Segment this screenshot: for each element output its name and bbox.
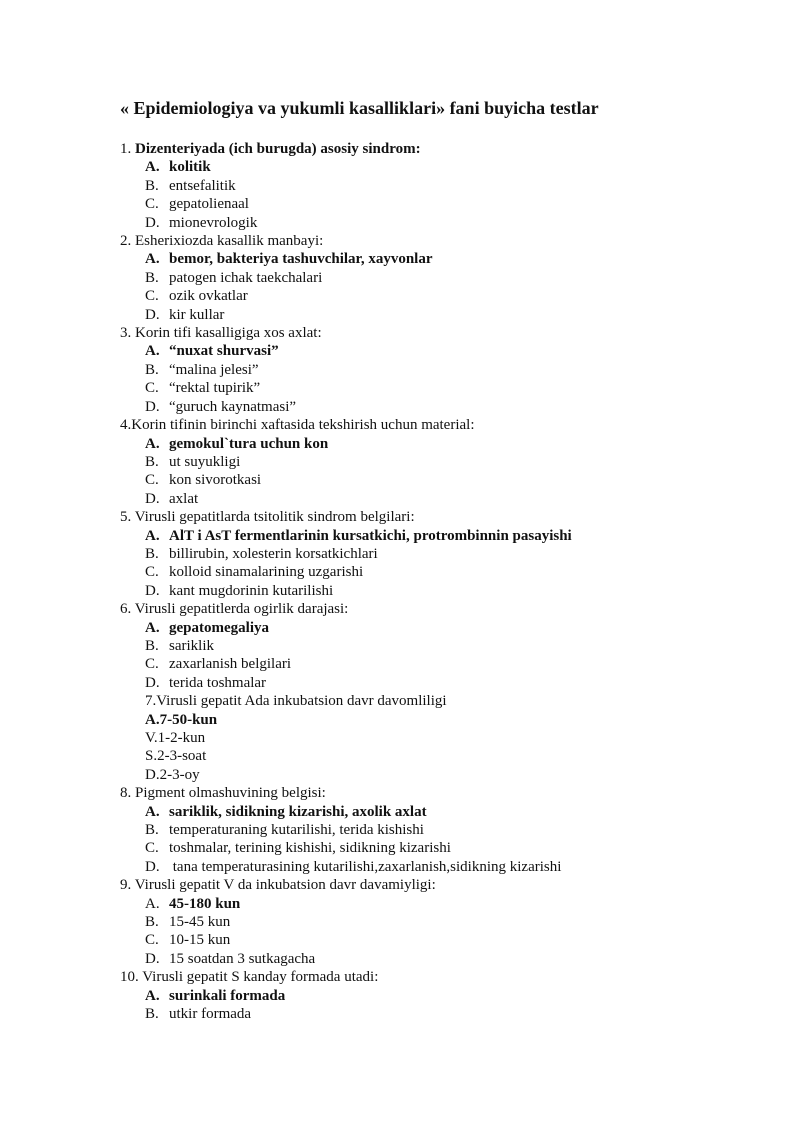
- answer-option: [120, 766, 760, 784]
- answer-option: [120, 250, 760, 268]
- option-letter: D.: [145, 490, 160, 507]
- question-text: Esherixiozda kasallik manbayi:: [135, 233, 324, 250]
- answer-option: [120, 269, 760, 287]
- question-number: 10.: [120, 969, 139, 986]
- question-text: Virusli gepatit S kanday formada utadi:: [142, 969, 379, 986]
- question-4: [120, 416, 760, 434]
- option-letter: A.: [145, 343, 160, 360]
- answer-options: [120, 250, 760, 324]
- answer-option: [120, 471, 760, 489]
- question-3: [120, 324, 760, 342]
- question-number: 9.: [120, 877, 132, 894]
- option-letter: A.: [145, 619, 160, 636]
- option-text: sariklik, sidikning kizarishi, axolik axlat: [169, 803, 427, 820]
- question-text: Virusli gepatitlerda ogirlik darajasi:: [134, 601, 349, 618]
- question-number: 3.: [120, 325, 132, 342]
- question-text: Korin tifinin birinchi xaftasida tekshirish uchun material:: [131, 417, 475, 434]
- option-letter: A.: [145, 159, 160, 176]
- option-letter: B.: [145, 914, 159, 931]
- option-text: mionevrologik: [169, 214, 258, 231]
- option-letter: D.: [145, 858, 160, 875]
- question-text: Korin tifi kasalligiga xos axlat:: [135, 325, 322, 342]
- answer-option: [120, 527, 760, 545]
- option-letter: C.: [145, 932, 159, 949]
- option-text: 2-3-oy: [159, 766, 200, 783]
- option-letter: B.: [145, 269, 159, 286]
- question-number: 1.: [120, 141, 132, 157]
- option-letter: A.: [145, 803, 160, 820]
- answer-option: [120, 729, 760, 747]
- question-number: 7.: [145, 693, 157, 710]
- question-text: Virusli gepatit V da inkubatsion davr davamiyligi:: [134, 877, 436, 894]
- option-text: gepatolienaal: [169, 196, 249, 213]
- option-letter: A.: [145, 527, 160, 544]
- question-number: 6.: [120, 601, 132, 618]
- answer-options: [120, 619, 760, 693]
- option-text: kolitik: [169, 159, 211, 176]
- option-letter: A.: [145, 987, 160, 1004]
- question-9: [120, 876, 760, 894]
- option-text: 45-180 kun: [169, 895, 241, 912]
- option-text: kon sivorotkasi: [169, 472, 262, 489]
- option-text: tana temperaturasining kutarilishi,zaxarlanish,sidikning kizarishi: [169, 858, 562, 875]
- answer-option: [120, 747, 760, 765]
- answer-option: [120, 563, 760, 581]
- option-letter: B.: [145, 1006, 159, 1023]
- option-letter: D.: [145, 582, 160, 599]
- question-text: Dizenteriyada (ich burugda) asosiy sindrom:: [135, 141, 421, 157]
- question-text: Pigment olmashuvining belgisi:: [135, 785, 326, 802]
- option-letter: D.: [145, 398, 160, 415]
- answer-option: [120, 913, 760, 931]
- answer-option: [120, 950, 760, 968]
- option-text: 1-2-kun: [157, 730, 206, 746]
- document-title: « Epidemiologiya va yukumli kasalliklari» fani buyicha testlar: [120, 98, 599, 118]
- answer-options: [120, 711, 760, 785]
- option-text: “nuxat shurvasi”: [169, 343, 279, 360]
- option-text: 15-45 kun: [169, 914, 231, 931]
- answer-option: [120, 287, 760, 305]
- option-letter: C.: [145, 196, 159, 213]
- question-number: 4.: [120, 417, 132, 434]
- answer-option: [120, 342, 760, 360]
- option-text: sariklik: [169, 637, 214, 654]
- option-letter: C.: [145, 840, 159, 857]
- question-list: [120, 140, 760, 1024]
- question-8: [120, 784, 760, 802]
- answer-option: [120, 858, 760, 876]
- option-letter: A.: [145, 711, 160, 728]
- answer-option: [120, 379, 760, 397]
- answer-options: [120, 435, 760, 509]
- option-text: kolloid sinamalarining uzgarishi: [169, 564, 364, 581]
- option-text: patogen ichak taekchalari: [169, 269, 323, 286]
- option-letter: D.: [145, 214, 160, 231]
- option-text: surinkali formada: [169, 987, 286, 1004]
- answer-option: [120, 895, 760, 913]
- option-text: 10-15 kun: [169, 932, 231, 949]
- answer-options: [120, 803, 760, 877]
- answer-options: [120, 342, 760, 416]
- answer-option: [120, 821, 760, 839]
- option-letter: B.: [145, 361, 159, 378]
- answer-options: [120, 527, 760, 601]
- option-text: ozik ovkatlar: [169, 288, 248, 305]
- answer-option: [120, 453, 760, 471]
- question-2: [120, 232, 760, 250]
- option-text: terida toshmalar: [169, 674, 267, 691]
- question-number: 8.: [120, 785, 132, 802]
- question-1: [120, 140, 760, 158]
- option-text: kant mugdorinin kutarilishi: [169, 582, 334, 599]
- answer-option: [120, 490, 760, 508]
- answer-options: [120, 987, 760, 1024]
- answer-option: [120, 655, 760, 673]
- option-letter: A.: [145, 435, 160, 452]
- question-text: Virusli gepatitlarda tsitolitik sindrom belgilari:: [134, 509, 415, 526]
- option-text: gepatomegaliya: [169, 619, 269, 636]
- option-text: kir kullar: [169, 306, 225, 323]
- answer-option: [120, 158, 760, 176]
- answer-option: [120, 931, 760, 949]
- answer-option: [120, 803, 760, 821]
- option-text: gemokul`tura uchun kon: [169, 435, 329, 452]
- option-letter: V.: [145, 730, 158, 746]
- answer-option: [120, 987, 760, 1005]
- option-text: ut suyukligi: [169, 453, 241, 470]
- answer-option: [120, 674, 760, 692]
- question-number: 5.: [120, 509, 132, 526]
- option-letter: D.: [145, 766, 160, 783]
- option-letter: C.: [145, 472, 159, 489]
- question-text: Virusli gepatit Ada inkubatsion davr davomliligi: [156, 693, 447, 710]
- option-text: utkir formada: [169, 1006, 252, 1023]
- option-letter: C.: [145, 656, 159, 673]
- option-text: “rektal tupirik”: [169, 380, 261, 397]
- answer-option: [120, 177, 760, 195]
- option-letter: B.: [145, 822, 159, 839]
- answer-option: [120, 637, 760, 655]
- option-letter: A.: [145, 895, 160, 912]
- option-letter: B.: [145, 545, 159, 562]
- option-text: “guruch kaynatmasi”: [169, 398, 297, 415]
- option-letter: A.: [145, 251, 160, 268]
- answer-option: [120, 195, 760, 213]
- answer-options: [120, 158, 760, 232]
- answer-option: [120, 398, 760, 416]
- option-text: billirubin, xolesterin korsatkichlari: [169, 545, 378, 562]
- option-letter: C.: [145, 380, 159, 397]
- answer-option: [120, 545, 760, 563]
- option-letter: C.: [145, 564, 159, 581]
- answer-option: [120, 361, 760, 379]
- answer-option: [120, 1005, 760, 1023]
- option-text: “malina jelesi”: [169, 361, 259, 378]
- question-7: [120, 692, 760, 710]
- option-text: zaxarlanish belgilari: [169, 656, 292, 673]
- question-number: 2.: [120, 233, 132, 250]
- option-letter: D.: [145, 674, 160, 691]
- option-letter: D.: [145, 306, 160, 323]
- option-letter: B.: [145, 637, 159, 654]
- option-letter: D.: [145, 950, 160, 967]
- answer-option: [120, 214, 760, 232]
- answer-option: [120, 306, 760, 324]
- option-text: 2-3-soat: [157, 748, 207, 765]
- option-letter: B.: [145, 453, 159, 470]
- option-text: temperaturaning kutarilishi, terida kishishi: [169, 822, 424, 839]
- option-text: 15 soatdan 3 sutkagacha: [169, 950, 316, 967]
- question-6: [120, 600, 760, 618]
- option-text: entsefalitik: [169, 177, 236, 194]
- answer-option: [120, 582, 760, 600]
- option-text: toshmalar, terining kishishi, sidikning kizarishi: [169, 840, 451, 857]
- option-text: bemor, bakteriya tashuvchilar, xayvonlar: [169, 251, 433, 268]
- option-letter: B.: [145, 177, 159, 194]
- option-letter: C.: [145, 288, 159, 305]
- option-letter: S.: [145, 748, 158, 765]
- option-text: axlat: [169, 490, 199, 507]
- answer-option: [120, 619, 760, 637]
- question-10: [120, 968, 760, 986]
- option-text: AlT i AsT fermentlarinin kursatkichi, protrombinnin pasayishi: [169, 527, 572, 544]
- option-text: 7-50-kun: [159, 711, 218, 728]
- answer-option: [120, 839, 760, 857]
- answer-options: [120, 895, 760, 969]
- answer-option: [120, 435, 760, 453]
- answer-option: [120, 711, 760, 729]
- question-5: [120, 508, 760, 526]
